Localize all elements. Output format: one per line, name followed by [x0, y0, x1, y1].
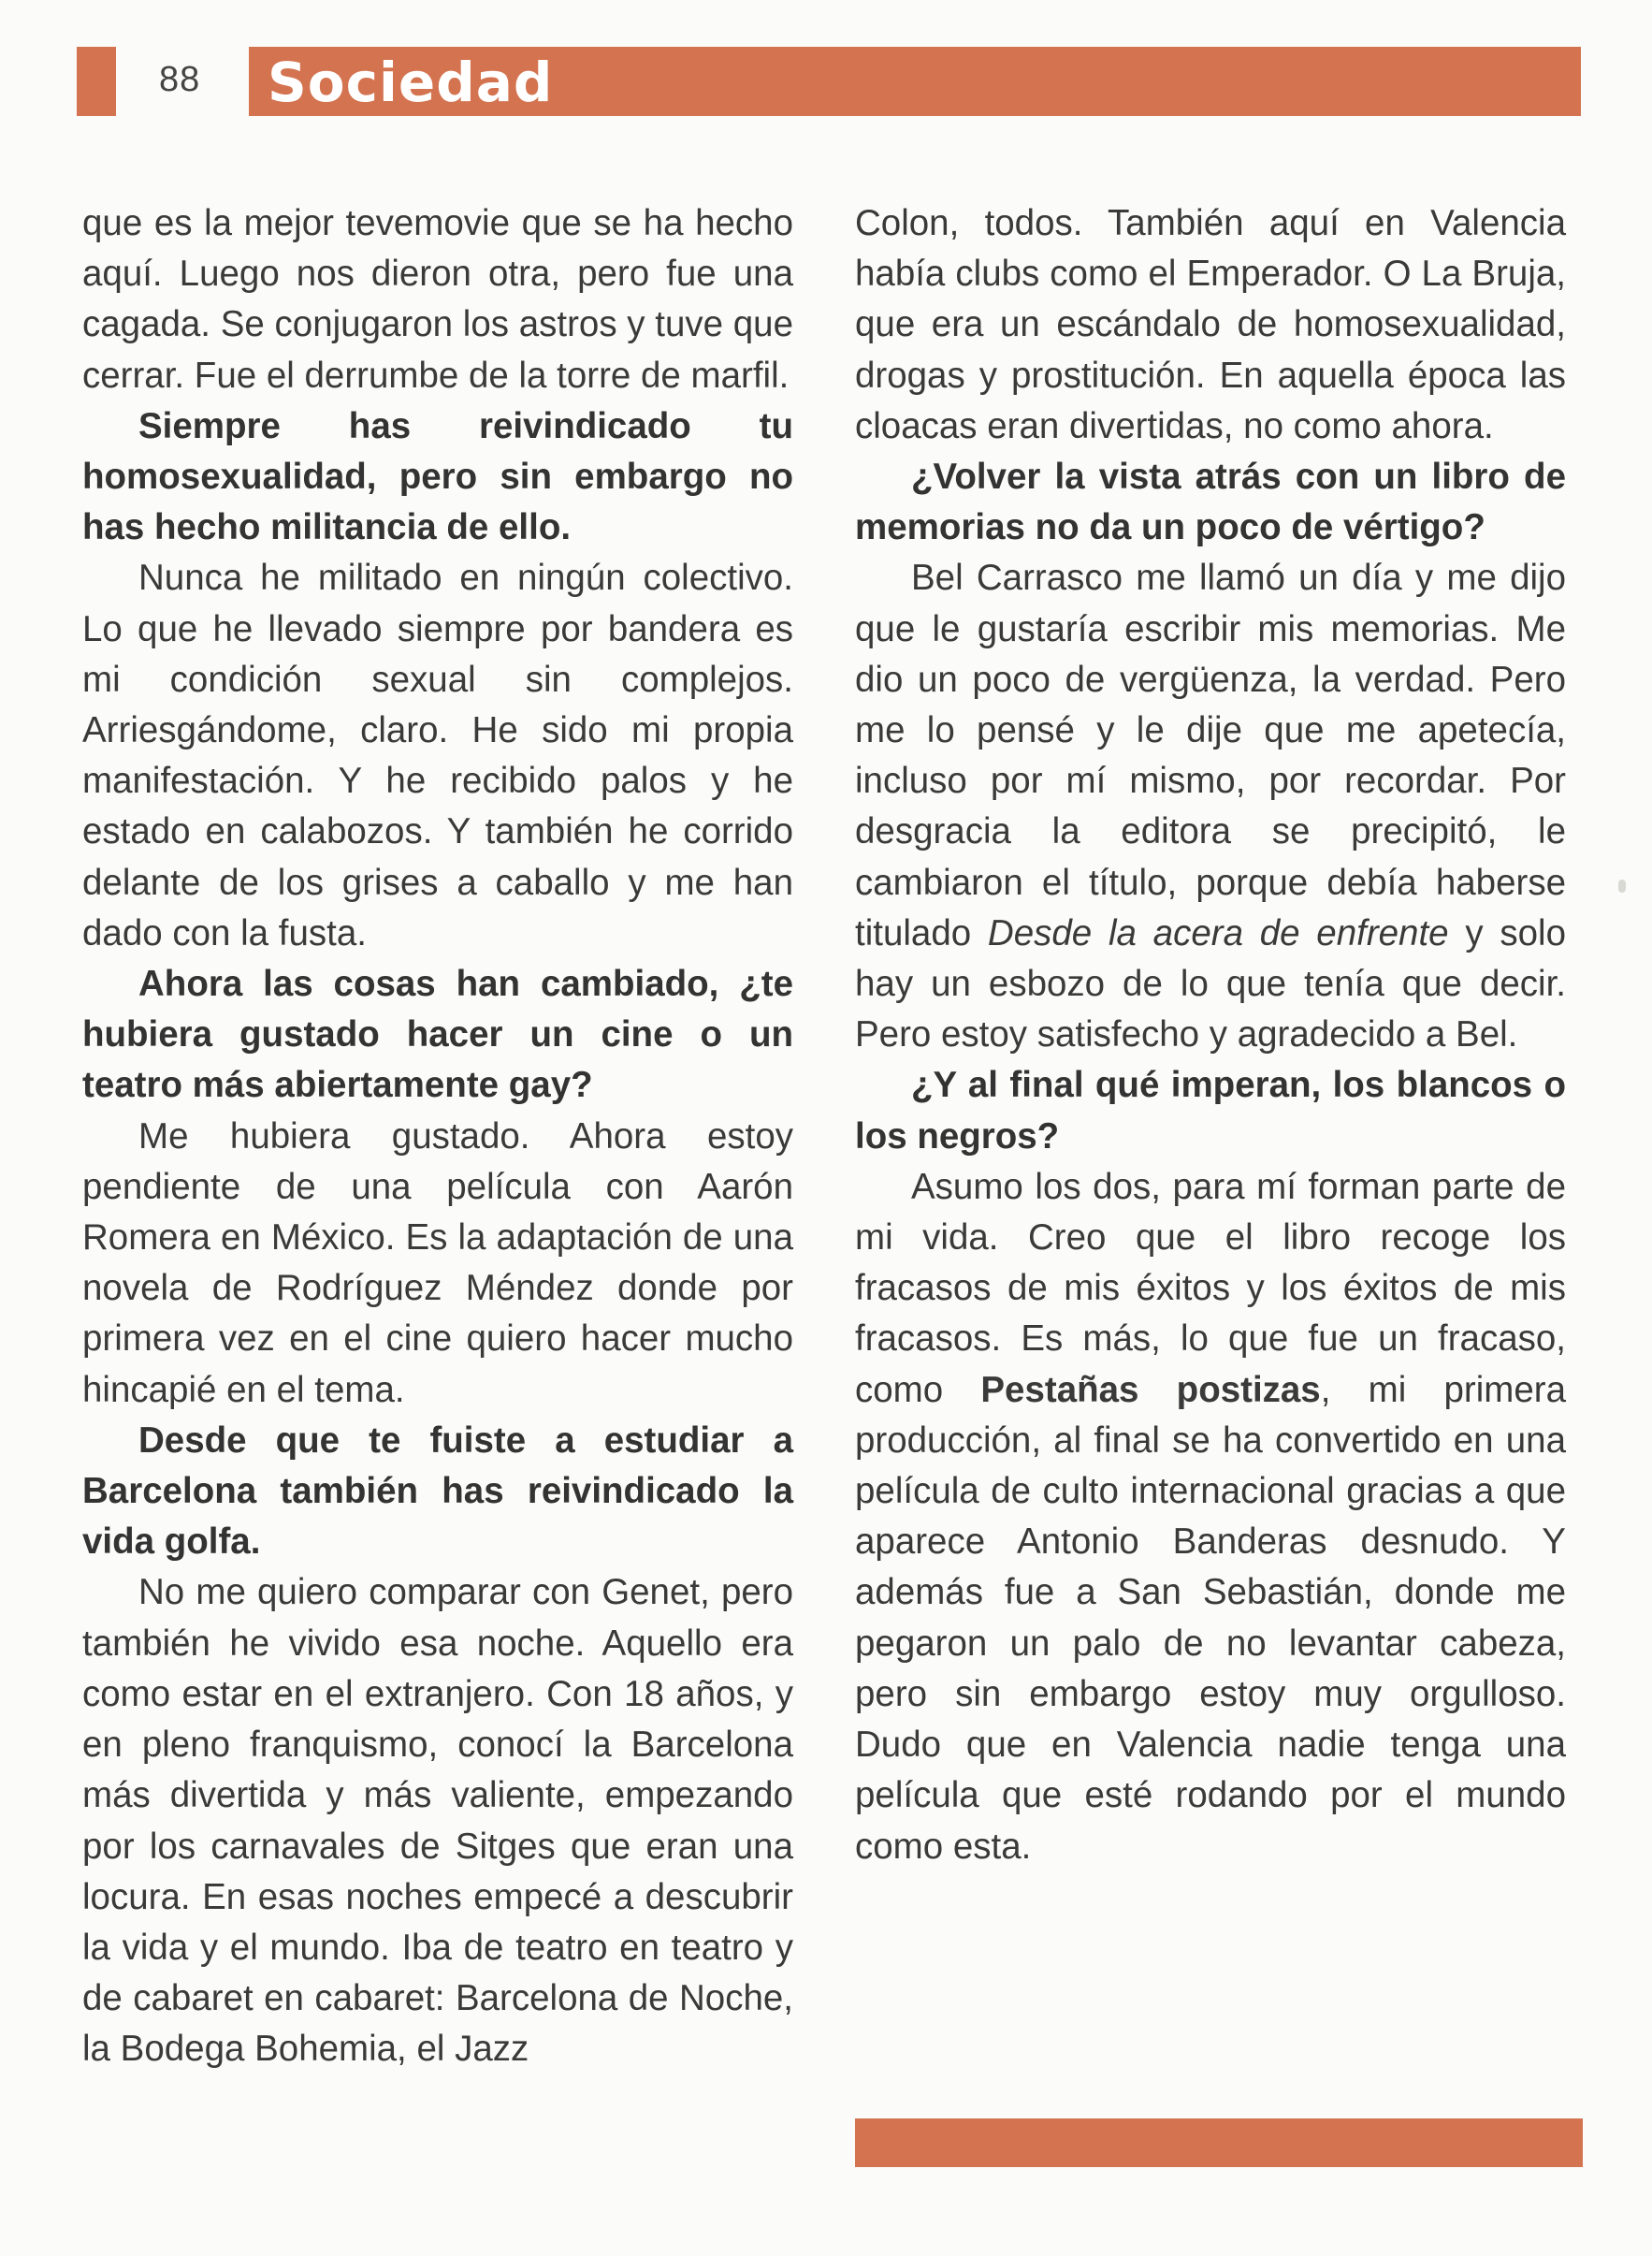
interview-answer [855, 553, 1566, 1060]
answer-text: , mi primera producción, al final se ha convertido en una película de culto internacional gracias a que aparece Antonio Banderas desnudo. Y además fue a San Sebastián, donde me pegaron un palo de no levantar cabeza, pero sin embargo estoy muy orgulloso. Dudo que en Valencia nadie tenga una película que esté rodando por el mundo como esta. [855, 1369, 1566, 1867]
footer-bar [855, 2118, 1583, 2167]
book-title: Desde la acera de enfrente [987, 912, 1449, 953]
film-title: Pestañas postizas [980, 1369, 1321, 1410]
header-left-bar [77, 47, 116, 116]
interview-answer: No me quiero comparar con Genet, pero también he vivido esa noche. Aquello era como estar en el extranjero. Con 18 años, y en pleno franquismo, conocí la Barcelona más divertida y más valiente, empezando por los carnavales de Sitges que eran una locura. En esas noches empecé a descubrir la vida y el mundo. Iba de teatro en teatro y de cabaret en cabaret: Barcelona de Noche, la Bodega Bohemia, el Jazz [82, 1572, 793, 2070]
right-column [855, 198, 1566, 1872]
answer-text: Asumo los dos, para mí forman parte de mi vida. Creo que el libro recoge los fracasos de mis éxitos y los éxitos de mis fracasos. Es más, lo que fue un fracaso, como [855, 1166, 1566, 1410]
answer-text: y solo hay un esbozo de lo que tenía que decir. Pero estoy satisfecho y agradecido a Bel. [855, 912, 1566, 1055]
section-header-bar [249, 47, 1581, 116]
section-title: Sociedad [268, 51, 554, 114]
interview-question: Ahora las cosas han cambiado, ¿te hubiera gustado hacer un cine o un teatro más abiertamente gay? [82, 964, 793, 1106]
paragraph: Colon, todos. También aquí en Valencia había clubs como el Emperador. O La Bruja, que era un escándalo de homosexualidad, drogas y prostitución. En aquella época las cloacas eran divertidas, no como ahora. [855, 203, 1566, 446]
interview-question: Desde que te fuiste a estudiar a Barcelona también has reivindicado la vida golfa. [82, 1419, 793, 1563]
interview-question: ¿Y al final qué imperan, los blancos o los negros? [855, 1065, 1566, 1157]
scan-mark [1618, 880, 1626, 893]
interview-answer: Me hubiera gustado. Ahora estoy pendiente de una película con Aarón Romera en México. Es la adaptación de una novela de Rodríguez Méndez donde por primera vez en el cine quiero hacer mucho hincapié en el tema. [82, 1115, 793, 1410]
answer-text: Bel Carrasco me llamó un día y me dijo que le gustaría escribir mis memorias. Me dio un poco de vergüenza, la verdad. Pero me lo pensé y le dije que me apetecía, incluso por mí mismo, por recordar. Por desgracia la editora se precipitó, le cambiaron el título, porque debía haberse titulado [855, 558, 1566, 953]
interview-answer [855, 1162, 1566, 1872]
interview-answer: Nunca he militado en ningún colectivo. Lo que he llevado siempre por bandera es mi condición sexual sin complejos. Arriesgándome, claro. He sido mi propia manifestación. Y he recibido palos y he estado en calabozos. Y también he corrido delante de los grises a caballo y me han dado con la fusta. [82, 558, 793, 953]
left-column [82, 198, 793, 2075]
page-number: 88 [159, 60, 201, 99]
paragraph: que es la mejor tevemovie que se ha hecho aquí. Luego nos dieron otra, pero fue una cagada. Se conjugaron los astros y tuve que cerrar. Fue el derrumbe de la torre de marfil. [82, 203, 793, 396]
interview-question: ¿Volver la vista atrás con un libro de memorias no da un poco de vértigo? [855, 457, 1566, 548]
interview-question: Siempre has reivindicado tu homosexualidad, pero sin embargo no has hecho militancia de ello. [82, 405, 793, 548]
